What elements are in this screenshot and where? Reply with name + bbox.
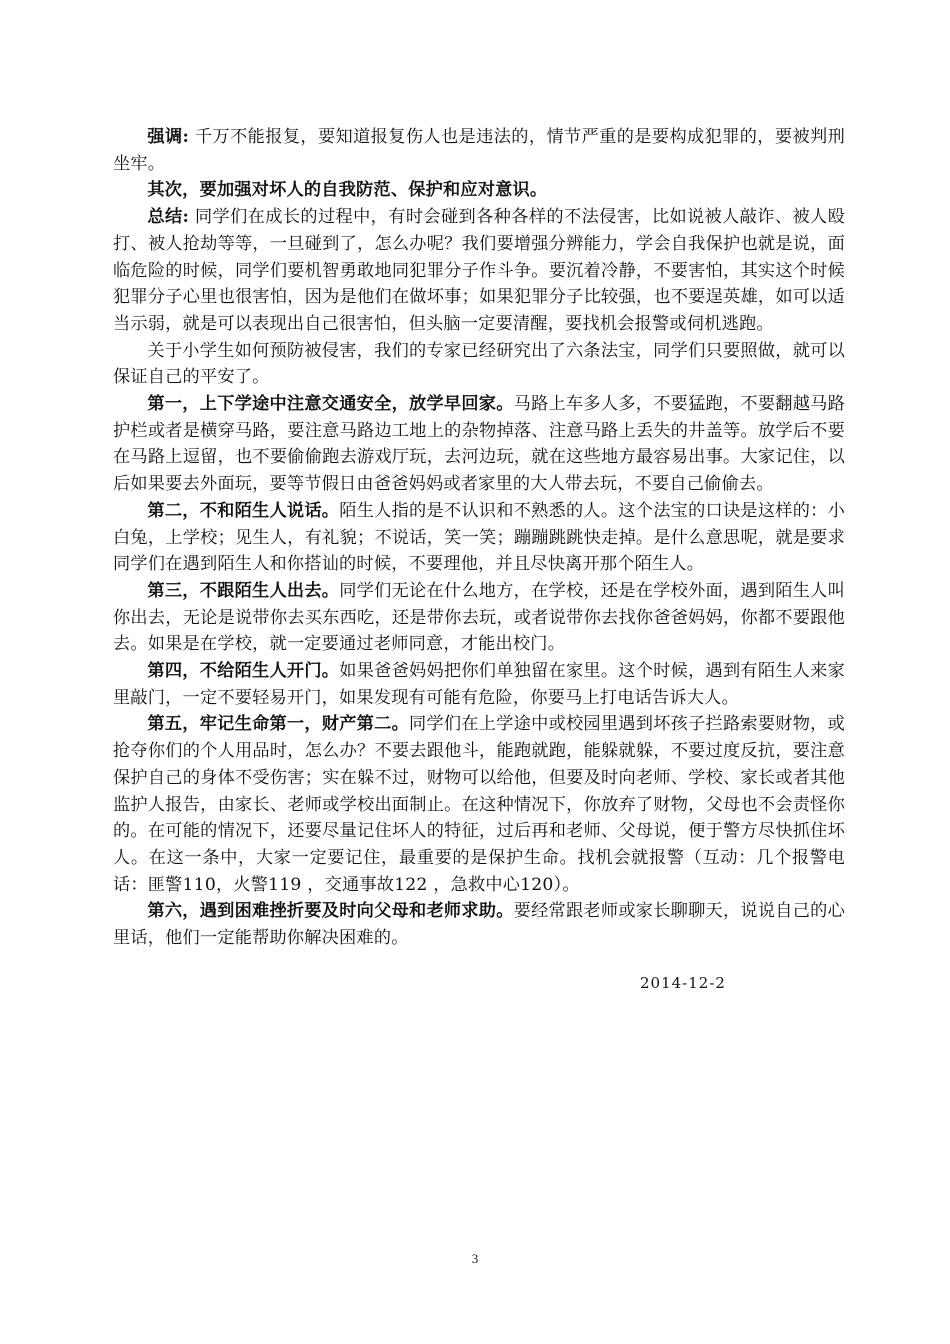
paragraph-intro — [113, 338, 845, 391]
paragraph-text: 同学们在上学途中或校园里遇到坏孩子拦路索要财物，或抢夺你们的个人用品时，怎么办？不要去跟他斗，能跑就跑，能躲就躲，不要过度反抗，要注意保护自己的身体不受伤害；实在躲不过，财物可以给他，但要及时向老师、学校、家长或者其他监护人报告，由家长、老师或学校出面制止。在这种情况下，你放弃了财物，父母也不会责怪你的。在可能的情况下，还要尽量记住坏人的特征，过后再和老师、父母说，便于警方尽快抓住坏人。在这一条中，大家一定要记住，最重要的是保护生命。找机会就报警（互动：几个报警电话：匪警110，火警119 ，交通事故122 ，急救中心120）。 — [113, 714, 845, 895]
paragraph-lead: 第二，不和陌生人说话。 — [147, 500, 340, 521]
paragraph-heading — [113, 177, 845, 204]
paragraph-text: 关于小学生如何预防被侵害，我们的专家已经研究出了六条法宝，同学们只要照做，就可以保证自己的平安了。 — [113, 340, 845, 388]
paragraph-text: 如果爸爸妈妈把你们单独留在家里。这个时候，遇到有陌生人来家里敲门，一定不要轻易开门，如果发现有可能有危险，你要马上打电话告诉大人。 — [113, 661, 845, 708]
paragraph-text: 要经常跟老师或家长聊聊天，说说自己的心里话，他们一定能帮助你解决困难的。 — [113, 901, 846, 949]
page-number: 3 — [471, 1251, 479, 1266]
paragraph-lead: 第三，不跟陌生人出去。 — [147, 580, 340, 601]
paragraph-lead: 第一，上下学途中注意交通安全，放学早回家。 — [147, 394, 514, 415]
paragraph-rule-5 — [113, 711, 845, 898]
paragraph-text: 千万不能报复，要知道报复伤人也是违法的，情节严重的是要构成犯罪的，要被判刑坐牢。 — [113, 127, 845, 174]
document-body — [113, 124, 845, 952]
paragraph-rule-2 — [113, 498, 845, 578]
paragraph-lead: 第五，牢记生命第一，财产第二。 — [147, 714, 410, 735]
paragraph-text: 同学们无论在什么地方，在学校，还是在学校外面，遇到陌生人叫你出去，无论是说带你去买东西吃，还是带你去玩，或者说带你去找你爸爸妈妈，你都不要跟他去。如果是在学校，就一定要通过老师同意，才能出校门。 — [113, 580, 845, 655]
document-date: 2014-12-2 — [640, 974, 726, 992]
paragraph-emphasis — [113, 124, 845, 177]
paragraph-rule-4 — [113, 658, 845, 711]
paragraph-lead: 第六，遇到困难挫折要及时向父母和老师求助。 — [147, 901, 514, 922]
paragraph-summary — [113, 204, 845, 338]
paragraph-lead: 总结: — [147, 207, 190, 228]
paragraph-text: 同学们在成长的过程中，有时会碰到各种各样的不法侵害，比如说被人敲诈、被人殴打、被人抢劫等等，一旦碰到了，怎么办呢？我们要增强分辨能力，学会自我保护也就是说，面临危险的时候，同学们要机智勇敢地同犯罪分子作斗争。要沉着冷静，不要害怕，其实这个时候犯罪分子心里也很害怕，因为是他们在做坏事；如果犯罪分子比较强，也不要逞英雄，如可以适当示弱，就是可以表现出自己很害怕，但头脑一定要清醒，要找机会报警或伺机逃跑。 — [113, 207, 845, 334]
paragraph-text: 陌生人指的是不认识和不熟悉的人。这个法宝的口诀是这样的：小白兔，上学校；见生人，有礼貌；不说话，笑一笑；蹦蹦跳跳快走掉。是什么意思呢，就是要求同学们在遇到陌生人和你搭讪的时候，不要理他，并且尽快离开那个陌生人。 — [113, 500, 845, 575]
paragraph-lead: 第四，不给陌生人开门。 — [147, 661, 340, 682]
paragraph-rule-6 — [113, 898, 845, 951]
paragraph-rule-3 — [113, 578, 845, 658]
paragraph-lead: 强调: — [147, 127, 190, 147]
paragraph-lead: 其次，要加强对坏人的自我防范、保护和应对意识。 — [147, 180, 548, 201]
paragraph-rule-1 — [113, 391, 845, 498]
paragraph-text: 马路上车多人多，不要猛跑，不要翻越马路护栏或者是横穿马路，要注意马路边工地上的杂物掉落、注意马路上丢失的井盖等。放学后不要在马路上逗留，也不要偷偷跑去游戏厅玩，去河边玩，就在这些地方最容易出事。大家记住，以后如果要去外面玩，要等节假日由爸爸妈妈或者家里的大人带去玩，不要自己偷偷去。 — [113, 394, 846, 495]
